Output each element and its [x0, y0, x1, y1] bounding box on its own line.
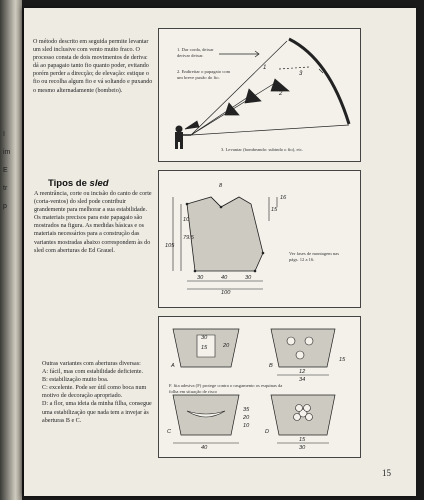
- previous-page-edge: [0, 0, 22, 500]
- variant-c-b: 20: [243, 415, 250, 421]
- prev-page-fragment: I: [3, 131, 5, 138]
- intro-paragraph: O método descrito em seguida permite levantar um sled inclusive com vento muito fraco. O processo consta de dois movimentos de deriva: dá ao papagaio tanto fio quanto poder, evitando porém perder a direcção; de elevação: estique o fio ou recolha algum fio e vá soltando e puxando o mesmo alternadamente (bombeio).: [33, 39, 153, 94]
- dim-b1: 30: [197, 275, 204, 281]
- svg-text:2: 2: [279, 91, 283, 97]
- variant-b-height: 15: [339, 357, 346, 363]
- sled-plan-figure: [158, 170, 361, 308]
- svg-text:3: 3: [299, 71, 303, 77]
- dim-total: 100: [221, 290, 231, 296]
- assembly-note: Ver fases de montagem nas págs. 12 a 16.: [289, 251, 340, 262]
- launch-step-1: 1. Dar corda, deixar derivar deixar.: [177, 47, 214, 58]
- dim-d2: 15: [271, 207, 278, 213]
- section-title-italic: sled: [89, 178, 109, 189]
- prev-page-fragment: im: [3, 149, 11, 156]
- section-title-text: Tipos de: [48, 178, 87, 189]
- variant-letter-c: C: [167, 429, 172, 435]
- variants-paragraph: Outras variantes com aberturas diversas: A: fácil, mas com estabilidade deficiente. B: estabilização muito boa. C: excelente. Pode ser útil como boca num motivo de decoração apropriado. D: a flor, uma ideia da minha filha, consegue uma estabilização que nada tem a invejar às aberturas B e C.: [42, 361, 152, 424]
- svg-text:1: 1: [263, 65, 267, 71]
- prev-page-fragment: tr: [3, 185, 8, 192]
- variant-letter-b: B: [269, 363, 273, 369]
- variant-b-width: 12: [299, 369, 306, 375]
- launch-step-3: 3. Levantar (bombeando: subindo o fio), etc.: [221, 147, 304, 152]
- launch-figure: [158, 28, 361, 162]
- variant-letter-a: A: [171, 363, 175, 369]
- tape-note: F. fita adesiva (F) protege contra o rasgamento os esquinas da folha em situação de risco: [169, 383, 283, 394]
- variant-a-height: 15: [201, 345, 208, 351]
- variant-a-width: 30: [201, 335, 208, 341]
- variant-letter-d: D: [265, 429, 270, 435]
- variants-figure: [158, 316, 361, 458]
- page-number: 15: [382, 468, 391, 478]
- book-page: [24, 8, 416, 496]
- variant-c-width: 40: [201, 445, 208, 451]
- variant-b-base: 34: [299, 377, 306, 383]
- prev-page-fragment: p: [3, 203, 7, 210]
- section-paragraph: A reentrância, corte ou incisão do canto de corte (corta-ventos) do sled pode contribuir grandemente para melhorar a sua estabilidade. Os materiais precisos para este papagaio são mostrados na figura. As medidas básicas e os materiais necessários para a construção das variantes mostradas abaixo correspondem às do sled com aberturas de Ed Grauel.: [34, 191, 152, 254]
- dim-top: 8: [219, 183, 223, 189]
- dim-b3: 30: [245, 275, 252, 281]
- dim-height: 105: [165, 243, 175, 249]
- dim-d1: 16: [280, 195, 287, 201]
- variant-d-width: 30: [299, 445, 306, 451]
- section-title: [48, 178, 109, 189]
- dim-b2: 40: [221, 275, 228, 281]
- variant-c-c: 10: [243, 423, 250, 429]
- variant-c-a: 35: [243, 407, 250, 413]
- launch-step-2: 2. Endireitar o papagaio com um breve puxão do fio.: [177, 69, 231, 80]
- variant-d-depth: 15: [299, 437, 306, 443]
- prev-page-fragment: E: [3, 167, 8, 174]
- dim-side: 79.5: [183, 235, 194, 241]
- dim-d3: 10: [183, 217, 190, 223]
- variant-a-depth: 20: [223, 343, 230, 349]
